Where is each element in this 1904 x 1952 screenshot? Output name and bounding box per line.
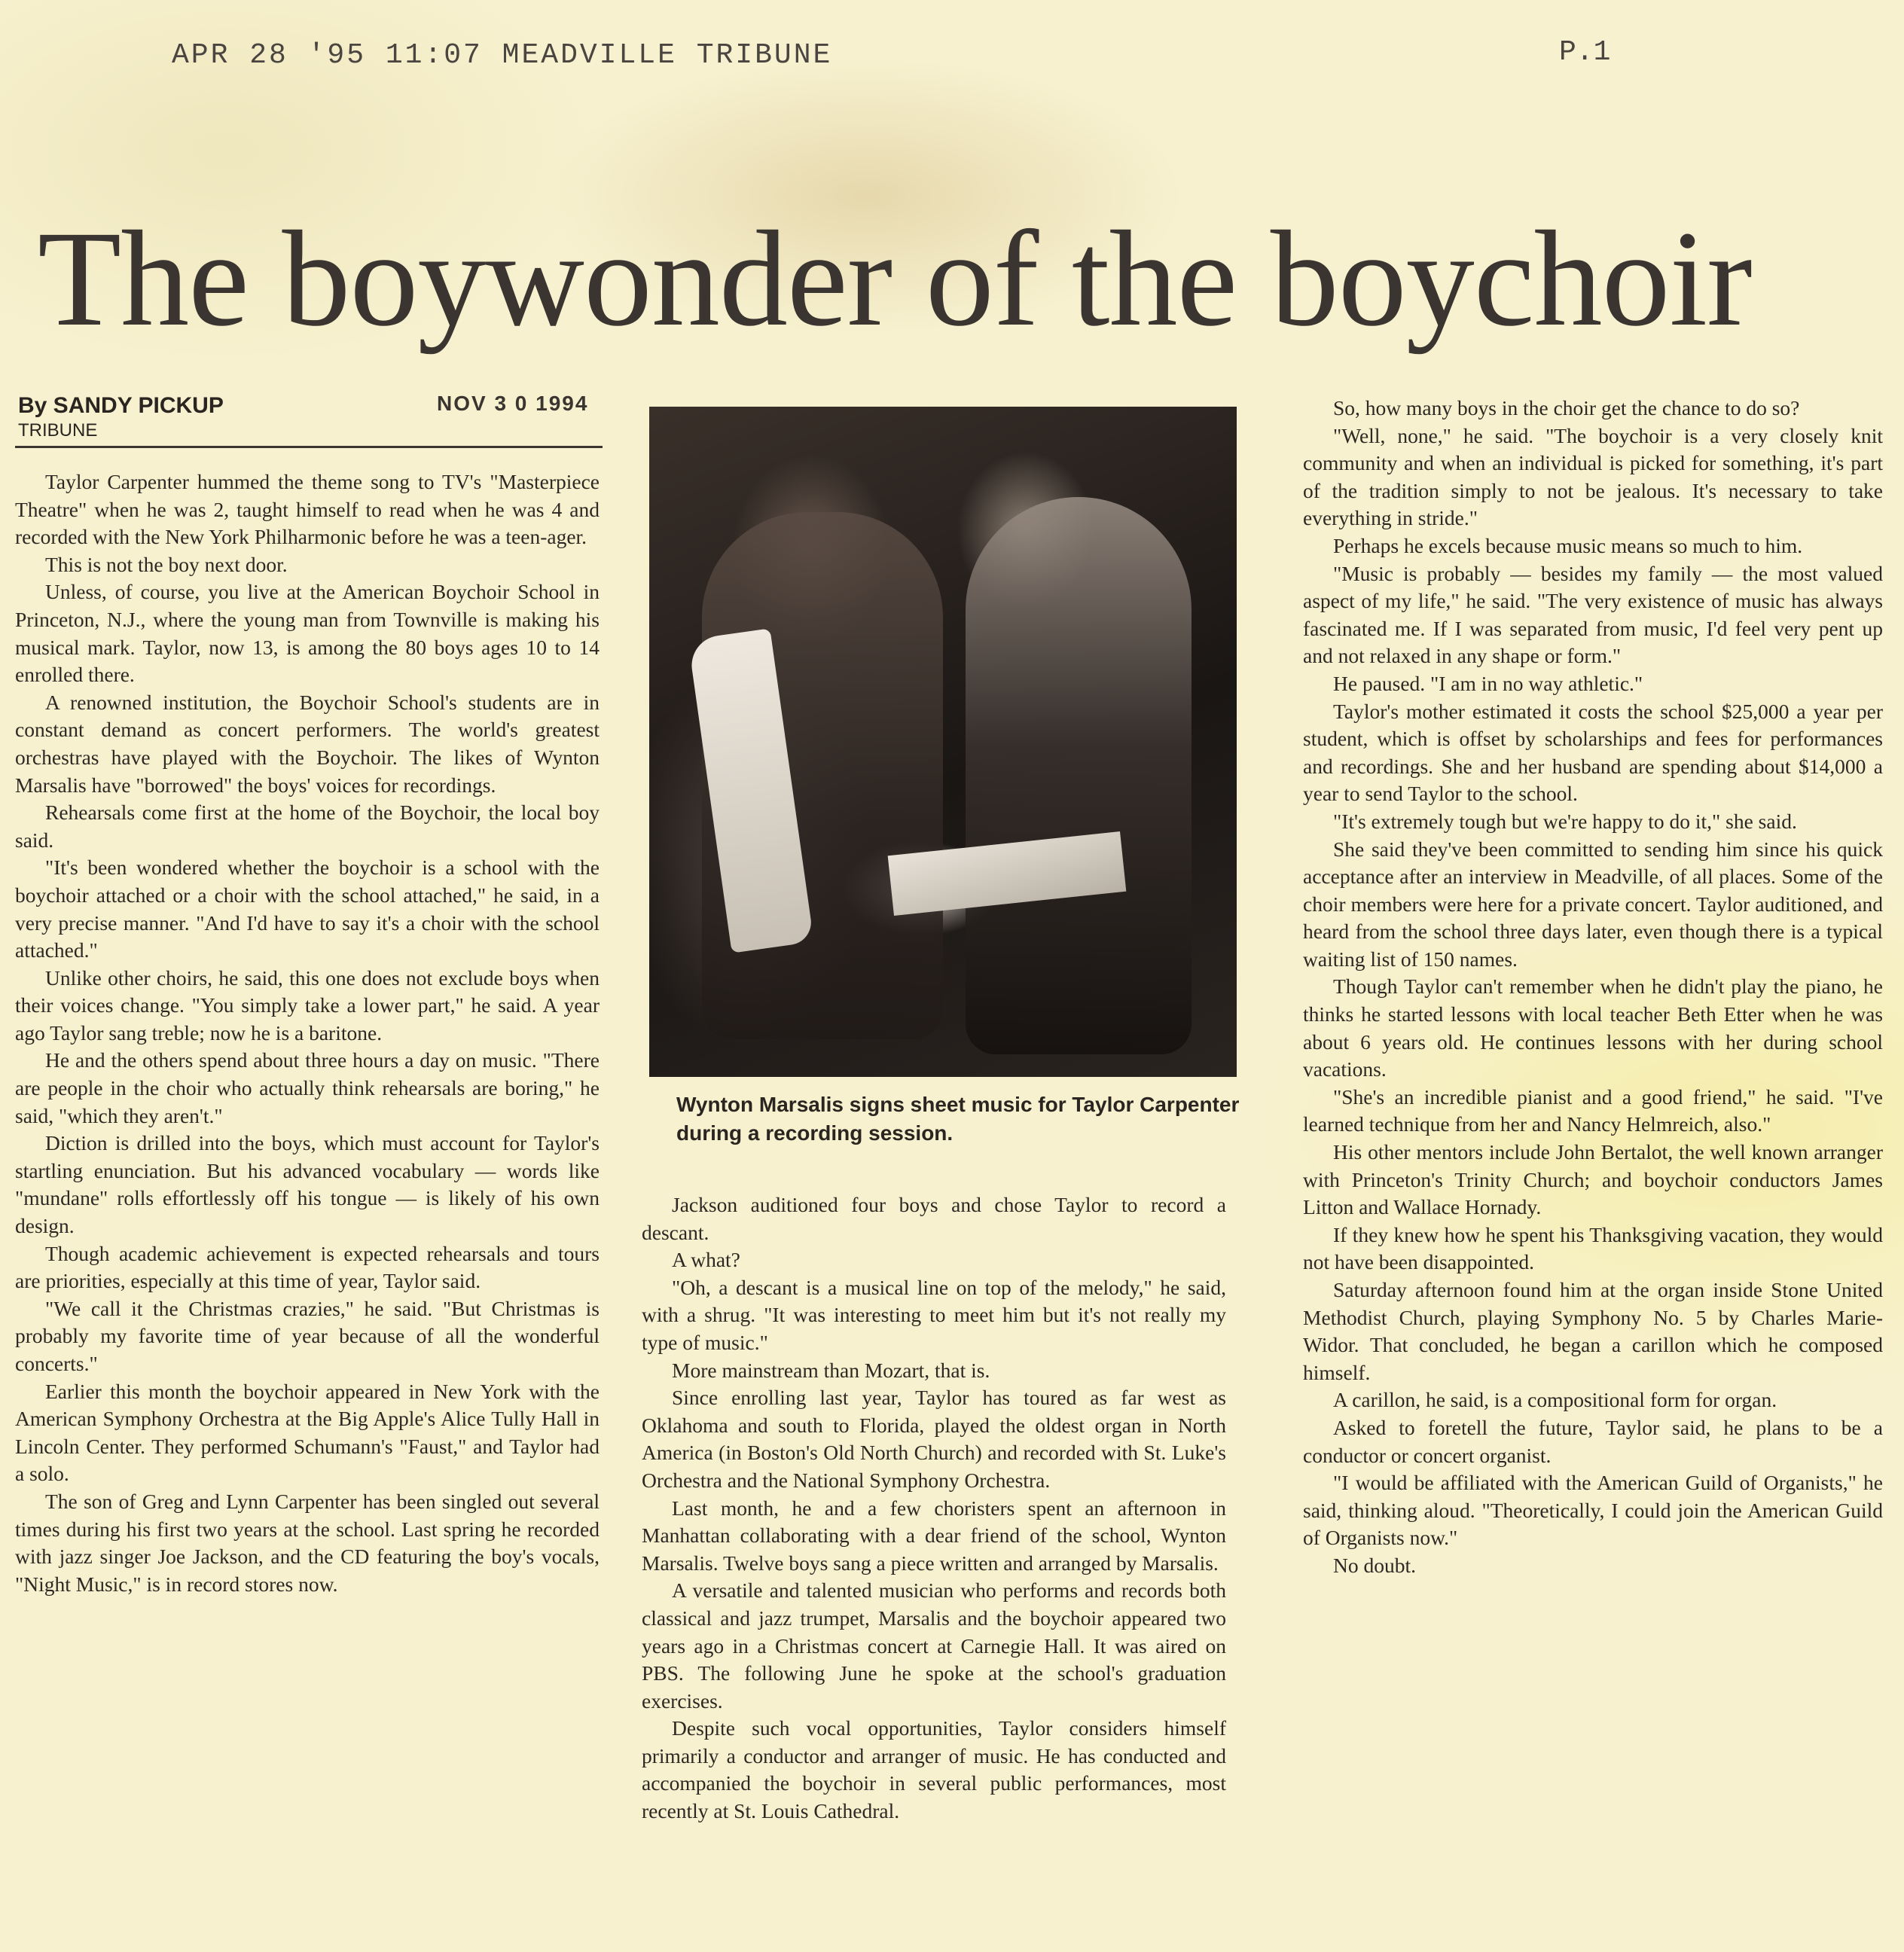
paragraph: Despite such vocal opportunities, Taylor considers himself primarily a conductor and arranger of music. He has conducted and accompanied the boychoir in several public performances, most recently at St. Louis Cathedral.	[642, 1716, 1226, 1823]
paragraph: "I would be affiliated with the American Guild of Organists," he said, thinking aloud. "Theoretically, I could join the American Guild of Organists now."	[1303, 1471, 1883, 1550]
date-stamp: NOV 3 0 1994	[437, 392, 589, 415]
paragraph: If they knew how he spent his Thanksgiving vacation, they would not have been disappointed.	[1303, 1222, 1883, 1274]
article-column-3	[1303, 395, 1883, 1580]
paragraph: This is not the boy next door.	[45, 552, 288, 576]
paragraph: Since enrolling last year, Taylor has toured as far west as Oklahoma and south to Florida, played the oldest organ in North America (in Boston's Old North Church) and recorded with St. Luke's Orchestra and the National Symphony Orchestra.	[642, 1386, 1226, 1492]
paragraph: Earlier this month the boychoir appeared in New York with the American Symphony Orchestra at the Big Apple's Alice Tully Hall in Lincoln Center. They performed Schumann's "Faust," and Taylor had a solo.	[15, 1379, 600, 1486]
paragraph: She said they've been committed to sending him since his quick acceptance after an interview in Meadville, of all places. Some of the choir members were here for a private concert. Taylor auditioned, and heard from the school three days later, even though there is a typical waiting list of 150 names.	[1303, 837, 1883, 971]
article-column-1	[15, 468, 600, 1598]
byline-source: TRIBUNE	[18, 420, 98, 441]
article-photo	[649, 407, 1237, 1077]
paragraph: His other mentors include John Bertalot, the well known arranger with Princeton's Trinity Church; and boychoir conductors James Litton and Wallace Hornady.	[1303, 1140, 1883, 1219]
paragraph: He and the others spend about three hours a day on music. "There are people in the choir who actually think rehearsals are boring," he said, "which they aren't."	[15, 1048, 600, 1127]
paragraph: Though academic achievement is expected rehearsals and tours are priorities, especially at this time of year, Taylor said.	[15, 1241, 600, 1293]
paragraph: More mainstream than Mozart, that is.	[672, 1358, 990, 1382]
paragraph: "Oh, a descant is a musical line on top of the melody," he said, with a shrug. "It was interesting to meet him but it's not really my type of music."	[642, 1275, 1226, 1354]
byline: By SANDY PICKUP	[18, 393, 224, 418]
article-column-2	[642, 1191, 1226, 1825]
paragraph: Taylor Carpenter hummed the theme song to TV's "Masterpiece Theatre" when he was 2, taught himself to read when he was 4 and recorded with the New York Philharmonic before he was a teen-ager.	[15, 470, 600, 549]
headline: The boywonder of the boychoir	[38, 203, 1752, 355]
paragraph: "Music is probably — besides my family — the most valued aspect of my life," he said. "The very existence of music has always fascinated me. If I was separated from music, I'd feel very pent up and not relaxed in any shape or form."	[1303, 561, 1883, 668]
paragraph: Unlike other choirs, he said, this one does not exclude boys when their voices change. "You simply take a lower part," he said. A year ago Taylor sang treble; now he is a baritone.	[15, 965, 600, 1045]
paragraph: Jackson auditioned four boys and chose Taylor to record a descant.	[642, 1193, 1226, 1244]
paragraph: So, how many boys in the choir get the chance to do so?	[1333, 396, 1800, 419]
paragraph: No doubt.	[1333, 1553, 1416, 1577]
paragraph: Perhaps he excels because music means so much to him.	[1333, 533, 1803, 557]
paragraph: "It's been wondered whether the boychoir is a school with the boychoir attached or a choir with the school attached," he said, in a very precise manner. "And I'd have to say it's a choir with the school attached."	[15, 856, 600, 962]
paragraph: Taylor's mother estimated it costs the school $25,000 a year per student, which is offset by scholarships and fees for performances and recordings. She and her husband are spending about $14,000 a year to send Taylor to the school.	[1303, 699, 1883, 806]
fax-header: APR 28 '95 11:07 MEADVILLE TRIBUNE	[172, 39, 833, 72]
paragraph: Saturday afternoon found him at the organ inside Stone United Methodist Church, playing Symphony No. 5 by Charles Marie-Widor. That concluded, he began a carillon which he composed himself.	[1303, 1278, 1883, 1384]
photo-figure-taylor	[966, 497, 1192, 1054]
fax-page-number: P.1	[1559, 36, 1611, 69]
paragraph: "Well, none," he said. "The boychoir is a very closely knit community and when an individual is picked for something, it's part of the tradition simply to not be jealous. It's necessary to take everything in stride."	[1303, 423, 1883, 530]
paragraph: A versatile and talented musician who performs and records both classical and jazz trumpet, Marsalis and the boychoir appeared two years ago in a Christmas concert at Carnegie Hall. It was aired on PBS. The following June he spoke at the school's graduation exercises.	[642, 1578, 1226, 1713]
paragraph: A renowned institution, the Boychoir School's students are in constant demand as concert performers. The world's greatest orchestras have played with the Boychoir. The likes of Wynton Marsalis have "borrowed" the boys' voices for recordings.	[15, 690, 600, 797]
paragraph: "It's extremely tough but we're happy to do it," she said.	[1333, 809, 1797, 833]
paragraph: Rehearsals come first at the home of the Boychoir, the local boy said.	[15, 801, 600, 852]
paragraph: Last month, he and a few choristers spent an afternoon in Manhattan collaborating with a dear friend of the school, Wynton Marsalis. Twelve boys sang a piece written and arranged by Marsalis.	[642, 1496, 1226, 1575]
paragraph: A carillon, he said, is a compositional form for organ.	[1333, 1388, 1777, 1412]
paragraph: Asked to foretell the future, Taylor said, he plans to be a conductor or concert organist.	[1303, 1415, 1883, 1467]
paragraph: "She's an incredible pianist and a good friend," he said. "I've learned technique from her and Nancy Helmreich, also."	[1303, 1084, 1883, 1136]
paragraph: Diction is drilled into the boys, which must account for Taylor's startling enunciation. But his advanced vocabulary — words like "mundane" rolls effortlessly off his tongue — is likely of his own design.	[15, 1131, 600, 1238]
byline-rule	[15, 446, 603, 448]
paragraph: The son of Greg and Lynn Carpenter has been singled out several times during his first two years at the school. Last spring he recorded with jazz singer Joe Jackson, and the CD featuring the boy's vocals, "Night Music," is in record stores now.	[15, 1489, 600, 1596]
paragraph: "We call it the Christmas crazies," he said. "But Christmas is probably my favorite time of year because of all the wonderful concerts."	[15, 1296, 600, 1375]
photo-caption: Wynton Marsalis signs sheet music for Taylor Carpenter during a recording session.	[676, 1093, 1240, 1145]
paragraph: Unless, of course, you live at the American Boychoir School in Princeton, N.J., where the young man from Townville is making his musical mark. Taylor, now 13, is among the 80 boys ages 10 to 14 enrolled there.	[15, 580, 600, 687]
paragraph: Though Taylor can't remember when he didn't play the piano, he thinks he started lessons with local teacher Beth Etter when he was about 6 years old. He continues lessons with her during school vacations.	[1303, 974, 1883, 1081]
paragraph: He paused. "I am in no way athletic."	[1333, 671, 1643, 695]
paragraph: A what?	[672, 1248, 740, 1272]
